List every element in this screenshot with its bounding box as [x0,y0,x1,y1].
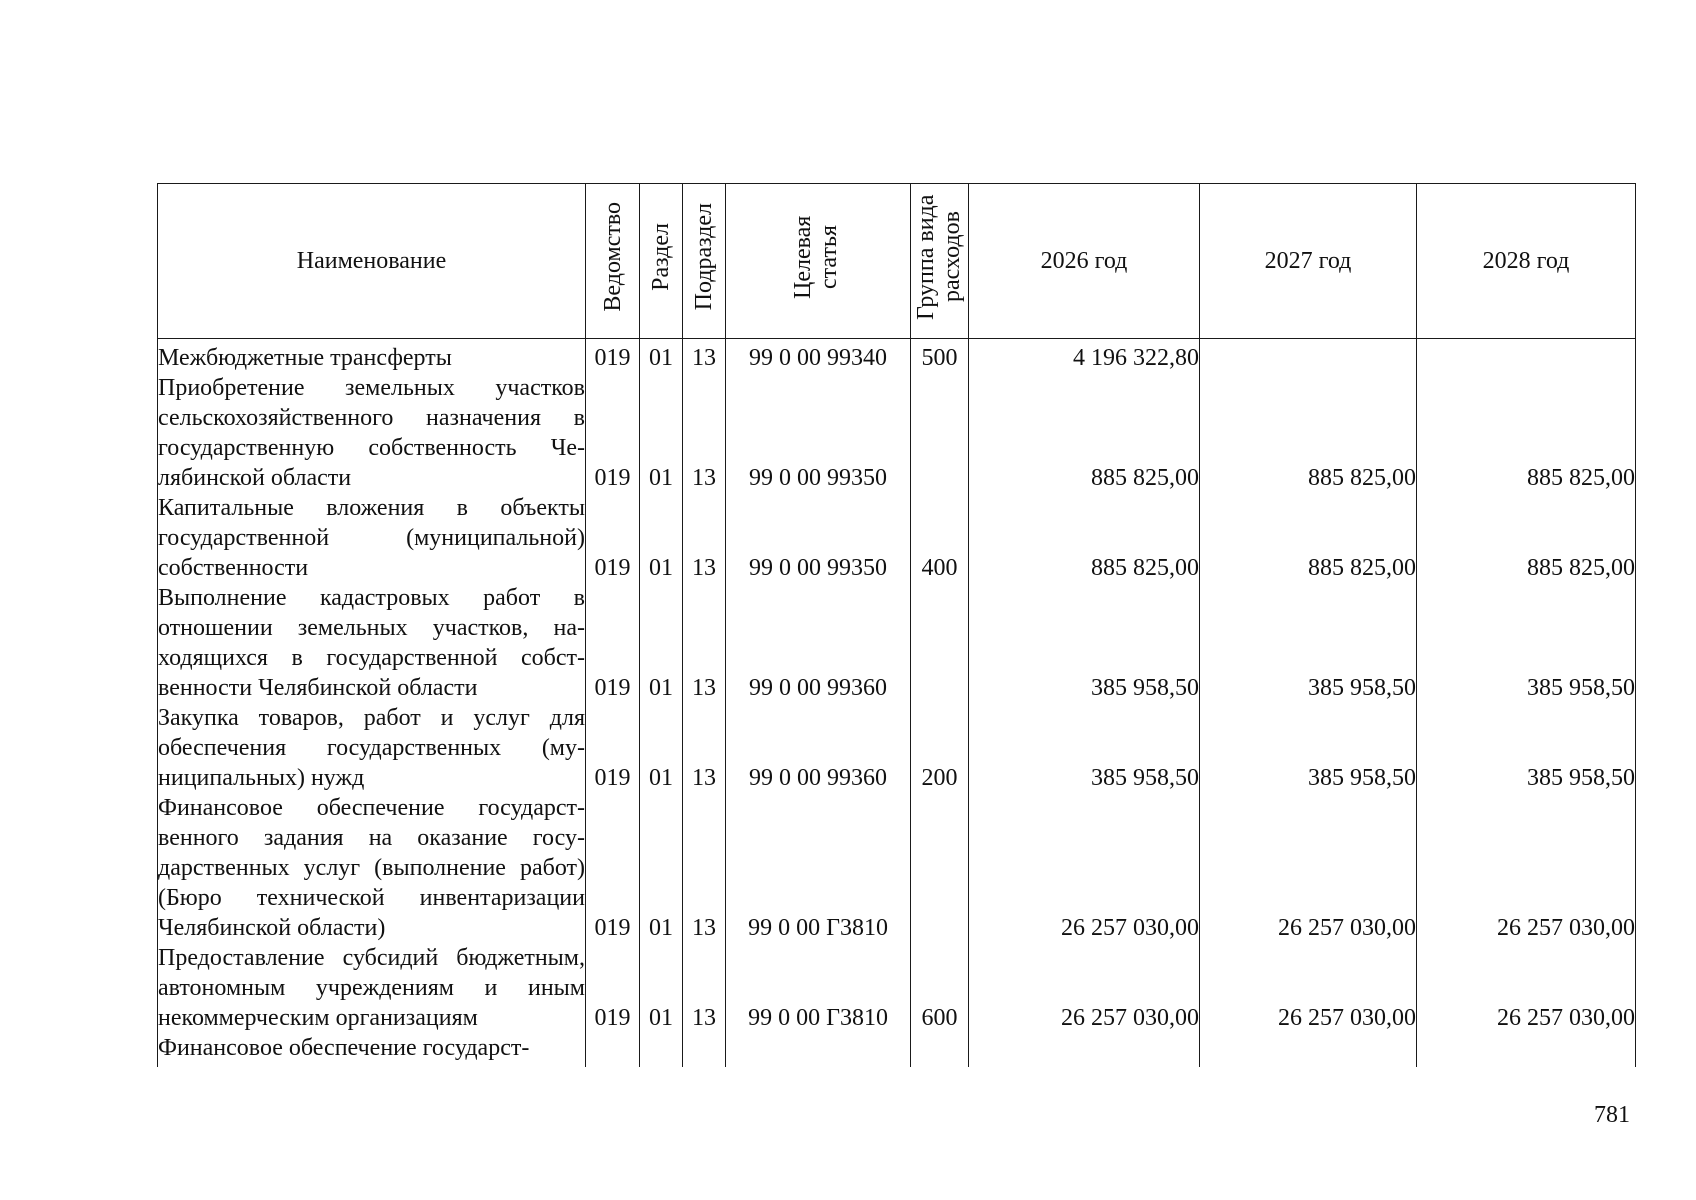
cell-vedomstvo: 019 [586,703,640,793]
cell-podrazdel: 13 [683,373,726,493]
cell-vedomstvo: 019 [586,793,640,943]
table-row [158,339,1636,374]
budget-table [157,183,1636,1067]
cell-2028: 26 257 030,00 [1417,943,1636,1033]
table-body [158,339,1636,1068]
cell-name: Межбюджетные трансферты [158,339,586,374]
cell-2027 [1200,1033,1417,1067]
cell-2027: 885 825,00 [1200,493,1417,583]
header-2027: 2027 год [1200,184,1417,339]
cell-razdel: 01 [640,373,683,493]
cell-podrazdel: 13 [683,339,726,374]
cell-2027 [1200,339,1417,374]
cell-celevaya-statya: 99 0 00 99360 [726,583,911,703]
header-podrazdel: Подраздел [683,184,726,339]
table-row [158,373,1636,493]
cell-celevaya-statya [726,1033,911,1067]
header-vedomstvo: Ведомство [586,184,640,339]
cell-2026: 26 257 030,00 [969,943,1200,1033]
cell-podrazdel: 13 [683,583,726,703]
cell-name: Предоставление субсидий бюджетным, автономным учреждениям и иным некоммерческим организациям [158,945,585,1031]
cell-2027: 26 257 030,00 [1200,793,1417,943]
cell-vedomstvo: 019 [586,493,640,583]
cell-2027: 385 958,50 [1200,583,1417,703]
cell-celevaya-statya: 99 0 00 Г3810 [726,793,911,943]
cell-gruppa-vida-rashodov: 500 [911,339,969,374]
table-header-row [158,184,1636,339]
cell-vedomstvo [586,1033,640,1067]
cell-vedomstvo: 019 [586,943,640,1033]
cell-razdel: 01 [640,793,683,943]
table-row [158,493,1636,583]
cell-2026: 385 958,50 [969,583,1200,703]
cell-2026: 26 257 030,00 [969,793,1200,943]
table-row [158,943,1636,1033]
table-row [158,703,1636,793]
cell-gruppa-vida-rashodov: 200 [911,703,969,793]
cell-2026: 885 825,00 [969,493,1200,583]
cell-2026: 885 825,00 [969,373,1200,493]
cell-razdel: 01 [640,583,683,703]
cell-2028 [1417,339,1636,374]
header-2028: 2028 год [1417,184,1636,339]
cell-razdel: 01 [640,493,683,583]
cell-2028: 26 257 030,00 [1417,793,1636,943]
header-celevaya-statya: Целевая статья [726,184,911,339]
cell-2026: 385 958,50 [969,703,1200,793]
page-number: 781 [1594,1102,1630,1128]
cell-gruppa-vida-rashodov [911,793,969,943]
header-gruppa-vida-rashodov: Группа вида расходов [911,184,969,339]
cell-gruppa-vida-rashodov: 400 [911,493,969,583]
cell-2028: 385 958,50 [1417,703,1636,793]
cell-2028 [1417,1033,1636,1067]
cell-2027: 26 257 030,00 [1200,943,1417,1033]
cell-2027: 385 958,50 [1200,703,1417,793]
cell-razdel [640,1033,683,1067]
cell-celevaya-statya: 99 0 00 Г3810 [726,943,911,1033]
cell-2026: 4 196 322,80 [969,339,1200,374]
cell-name: Выполнение кадастровых работ в отношении земельных участков, находящихся в государственной собственности Челябинской области [158,585,585,701]
cell-celevaya-statya: 99 0 00 99340 [726,339,911,374]
cell-vedomstvo: 019 [586,583,640,703]
cell-razdel: 01 [640,703,683,793]
cell-2027: 885 825,00 [1200,373,1417,493]
cell-gruppa-vida-rashodov [911,1033,969,1067]
cell-vedomstvo: 019 [586,339,640,374]
cell-podrazdel: 13 [683,703,726,793]
header-2026: 2026 год [969,184,1200,339]
table-row [158,1033,1636,1067]
cell-name: Закупка товаров, работ и услуг для обеспечения государственных (муниципальных) нужд [158,705,585,791]
cell-podrazdel [683,1033,726,1067]
cell-celevaya-statya: 99 0 00 99360 [726,703,911,793]
cell-podrazdel: 13 [683,493,726,583]
cell-name: Приобретение земельных участков сельскохозяйственного назначения в государственную собственность Челябинской области [158,375,585,491]
table-row [158,793,1636,943]
cell-name: Капитальные вложения в объекты государственной (муниципальной) собственности [158,495,585,581]
cell-vedomstvo: 019 [586,373,640,493]
cell-name: Финансовое обеспечение государст- [158,1033,586,1067]
header-razdel: Раздел [640,184,683,339]
cell-razdel: 01 [640,943,683,1033]
cell-podrazdel: 13 [683,793,726,943]
cell-2028: 885 825,00 [1417,373,1636,493]
header-name: Наименование [158,184,586,339]
cell-2028: 385 958,50 [1417,583,1636,703]
cell-gruppa-vida-rashodov [911,373,969,493]
cell-razdel: 01 [640,339,683,374]
cell-name: Финансовое обеспечение государственного задания на оказание государственных услуг (выполнение работ) (Бюро технической инвентаризации Челябинской области) [158,795,585,941]
cell-celevaya-statya: 99 0 00 99350 [726,493,911,583]
cell-gruppa-vida-rashodov: 600 [911,943,969,1033]
cell-gruppa-vida-rashodov [911,583,969,703]
cell-celevaya-statya: 99 0 00 99350 [726,373,911,493]
cell-2028: 885 825,00 [1417,493,1636,583]
cell-2026 [969,1033,1200,1067]
table-row [158,583,1636,703]
cell-podrazdel: 13 [683,943,726,1033]
